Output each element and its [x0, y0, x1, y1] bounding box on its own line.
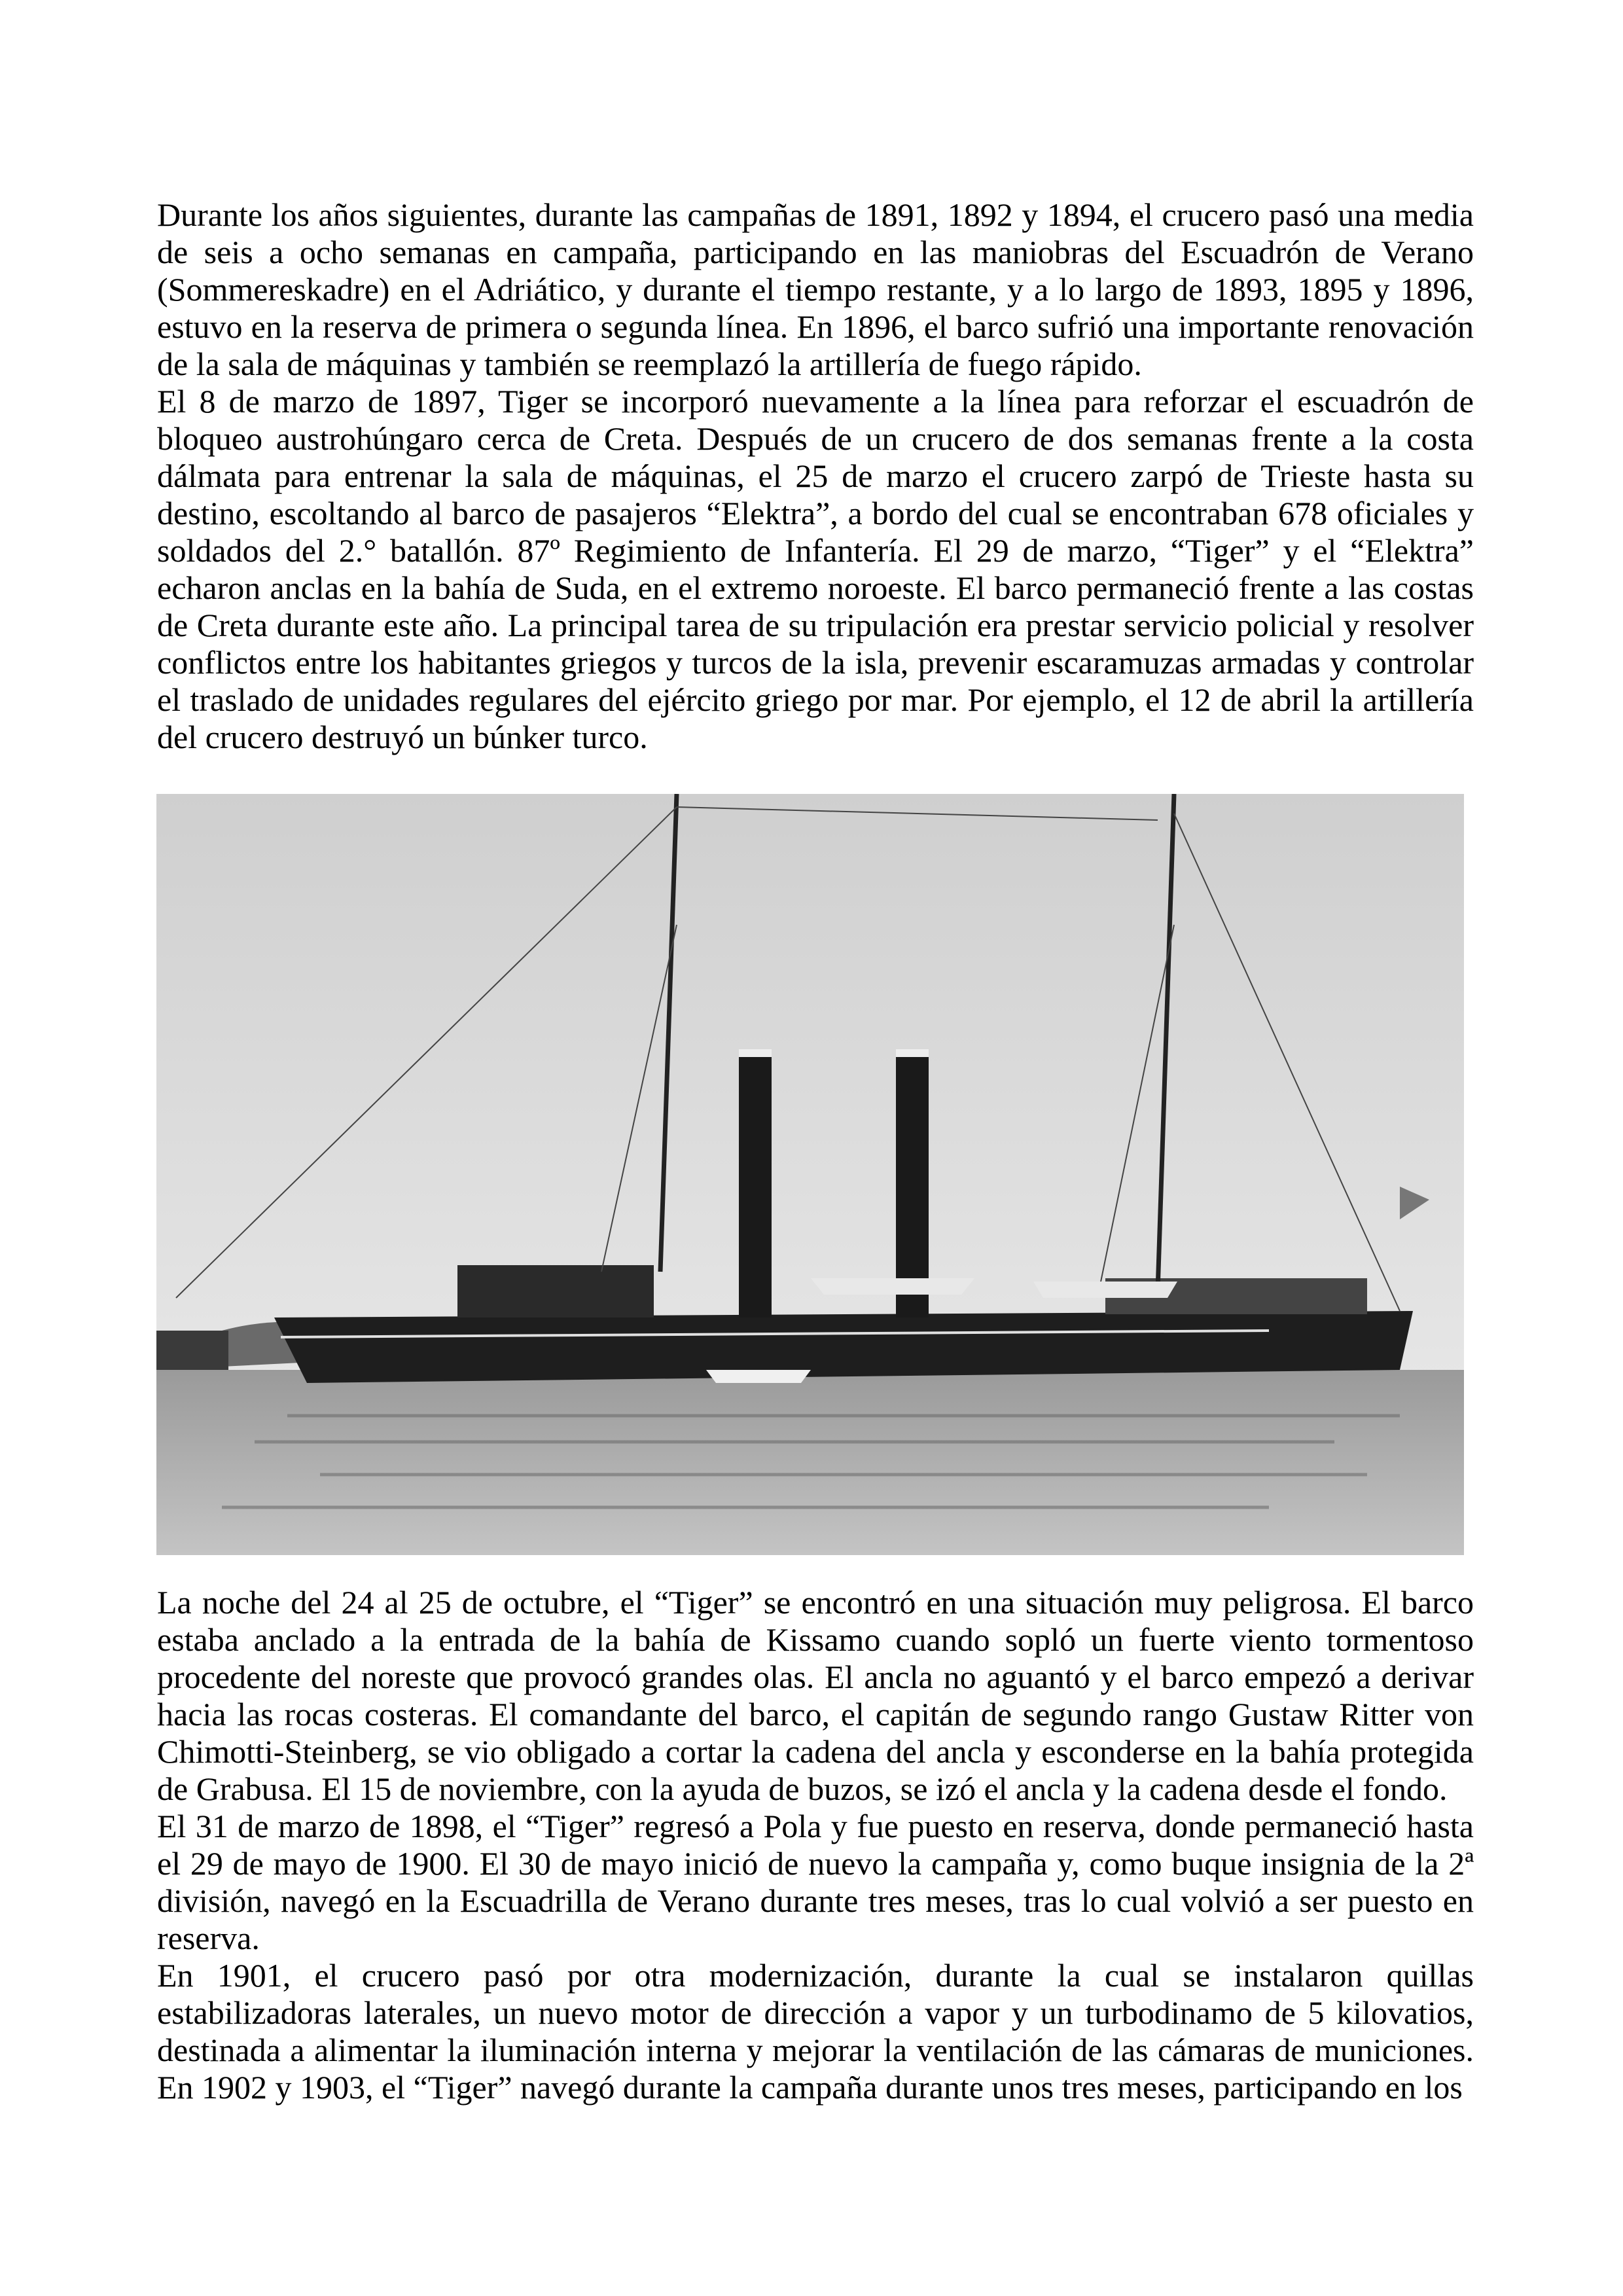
superstructure [457, 1265, 654, 1318]
paragraph: El 8 de marzo de 1897, Tiger se incorporó nuevamente a la línea para reforzar el escuadrón de bloqueo austrohúngaro cerca de Creta. Después de un crucero de dos semanas frente a la costa dálmata para entrenar la sala de máquinas, el 25 de marzo el crucero zarpó de Trieste hasta su destino, escoltando al barco de pasajeros “Elektra”, a bordo del cual se encontraban 678 oficiales y soldados del 2.° batallón. 87º Regimiento de Infantería. El 29 de marzo, “Tiger” y el “Elektra” echaron anclas en la bahía de Suda, en el extremo noroeste. El barco permaneció frente a las costas de Creta durante este año. La principal tarea de su tripulación era prestar servicio policial y resolver conflictos entre los habitantes griegos y turcos de la isla, prevenir escaramuzas armadas y controlar el traslado de unidades regulares del ejército griego por mar. Por ejemplo, el 12 de abril la artillería del crucero destruyó un búnker turco. [157, 383, 1474, 755]
text-block-top [157, 196, 1474, 756]
paragraph: El 31 de marzo de 1898, el “Tiger” regresó a Pola y fue puesto en reserva, donde permaneció hasta el 29 de mayo de 1900. El 30 de mayo inició de nuevo la campaña y, como buque insignia de la 2ª división, navegó en la Escuadrilla de Verano durante tres meses, tras lo cual volvió a ser puesto en reserva. [157, 1808, 1474, 1956]
paragraph: Durante los años siguientes, durante las campañas de 1891, 1892 y 1894, el crucero pasó una media de seis a ocho semanas en campaña, participando en las maniobras del Escuadrón de Verano (Sommereskadre) en el Adriático, y durante el tiempo restante, y a lo largo de 1893, 1895 y 1896, estuvo en la reserva de primera o segunda línea. En 1896, el barco sufrió una importante renovación de la sala de máquinas y también se reemplazó la artillería de fuego rápido. [157, 196, 1474, 382]
paragraph: La noche del 24 al 25 de octubre, el “Tiger” se encontró en una situación muy peligrosa. El barco estaba anclado a la entrada de la bahía de Kissamo cuando sopló un fuerte viento tormentoso procedente del noreste que provocó grandes olas. El ancla no aguantó y el barco empezó a derivar hacia las rocas costeras. El comandante del barco, el capitán de segundo rango Gustaw Ritter von Chimotti-Steinberg, se vio obligado a cortar la cadena del ancla y esconderse en la bahía protegida de Grabusa. El 15 de noviembre, con la ayuda de buzos, se izó el ancla y la cadena desde el fondo. [157, 1584, 1474, 1807]
small-boat [706, 1370, 811, 1383]
pier [156, 1331, 228, 1370]
paragraph: En 1901, el crucero pasó por otra modernización, durante la cual se instalaron quillas estabilizadoras laterales, un nuevo motor de dirección a vapor y un turbodinamo de 5 kilovatios, destinada a alimentar la iluminación interna y mejorar la ventilación de las cámaras de municiones. En 1902 y 1903, el “Tiger” navegó durante la campaña durante unos tres meses, participando en los [157, 1957, 1474, 2106]
funnel-fore [739, 1049, 772, 1318]
cruiser-photo [156, 794, 1464, 1555]
lifeboat [1033, 1282, 1177, 1298]
text-block-bottom [157, 1584, 1474, 2106]
water [156, 1370, 1464, 1555]
funnel-aft [896, 1049, 929, 1318]
lifeboat [811, 1278, 974, 1295]
